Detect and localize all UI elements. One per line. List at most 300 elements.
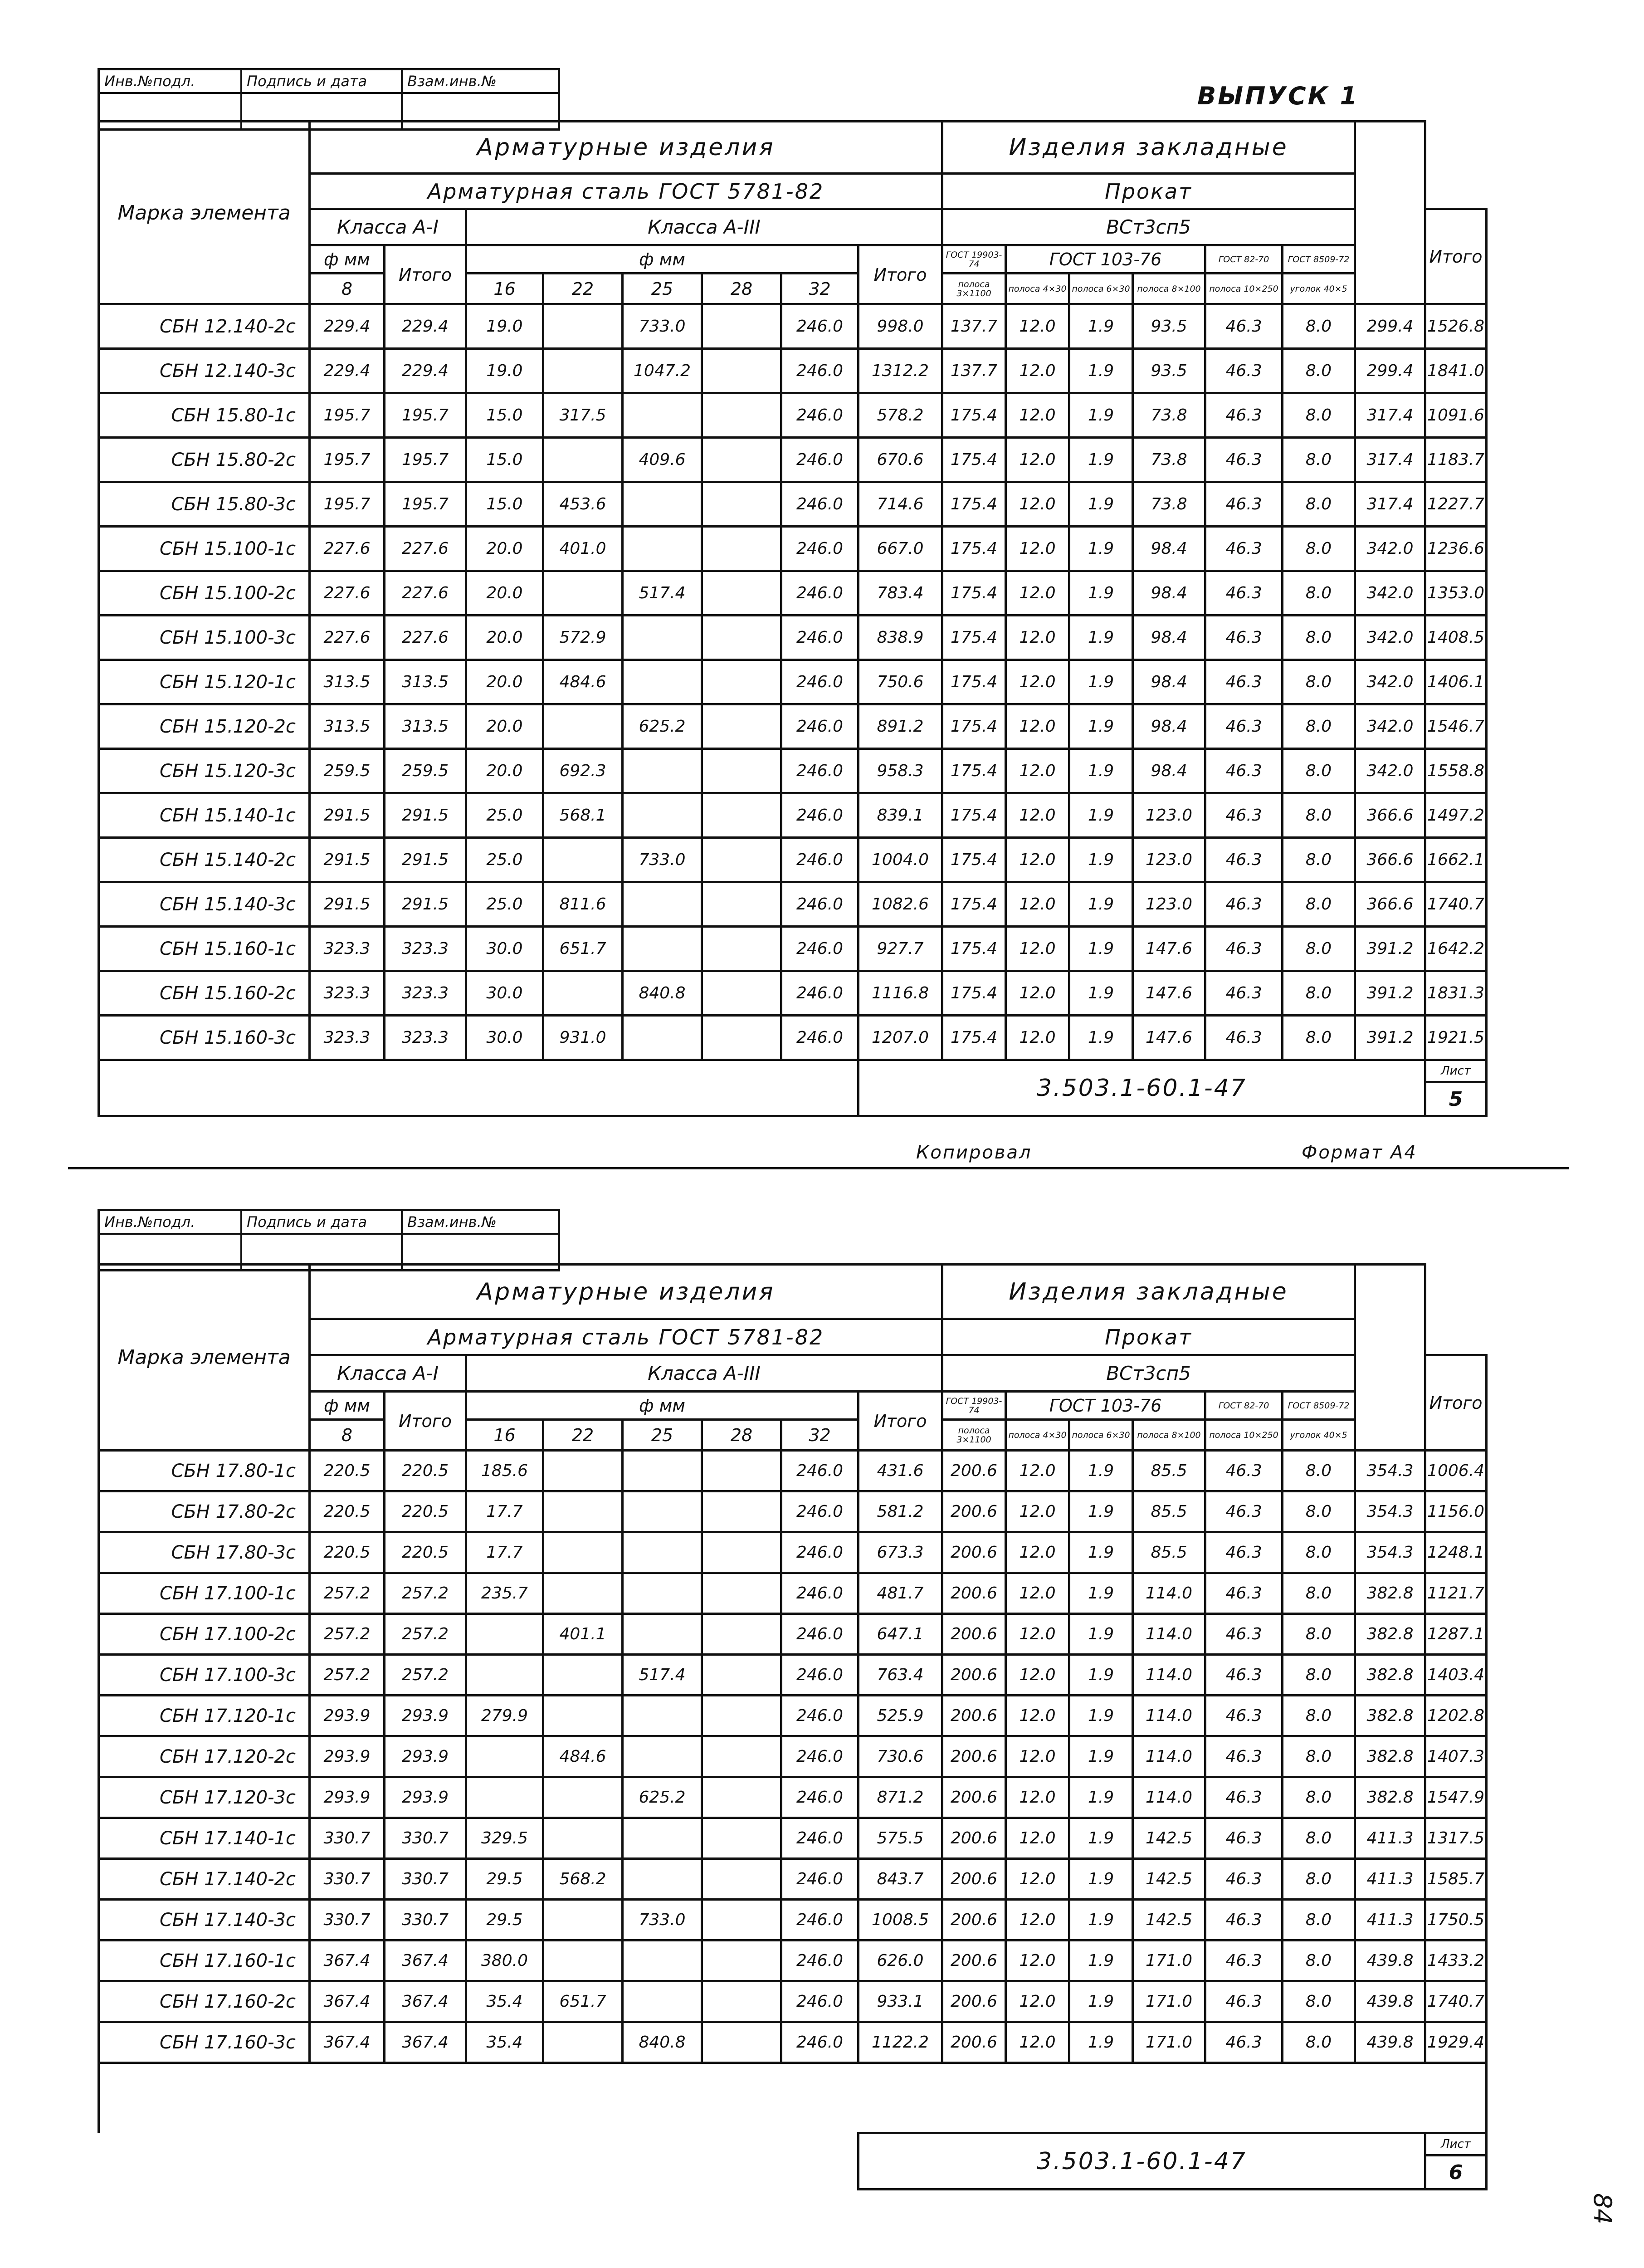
cell-all-kg: 1121.7 <box>1425 1573 1487 1614</box>
cell-aiii-d32: 246.0 <box>781 1777 859 1818</box>
cell-aiii-d22 <box>543 571 623 616</box>
embedded-header: Изделия закладные <box>942 1265 1355 1319</box>
cell-all-kg: 1403.4 <box>1425 1655 1487 1696</box>
d16-header: 16 <box>466 1420 543 1451</box>
cell-aiii-d28 <box>702 1696 781 1736</box>
cell-ai-d8: 291.5 <box>310 838 385 882</box>
cell-aiii-d16: 380.0 <box>466 1941 543 1981</box>
cell-strip-6x30: 1.9 <box>1069 1696 1133 1736</box>
cell-angle-40x5: 8.0 <box>1283 2022 1355 2063</box>
cell-strip-4x30: 12.0 <box>1006 1655 1069 1696</box>
cell-embedded-total: 439.8 <box>1355 1941 1425 1981</box>
cell-ai-total: 227.6 <box>385 527 466 571</box>
strip-4x30-header: полоса 4×30 <box>1006 1420 1069 1451</box>
cell-strip-10x250: 46.3 <box>1205 1941 1283 1981</box>
cell-aiii-d32: 246.0 <box>781 1451 859 1491</box>
cell-aiii-d32: 246.0 <box>781 793 859 838</box>
cell-aiii-d32: 246.0 <box>781 1736 859 1777</box>
cell-aiii-d32: 246.0 <box>781 1614 859 1655</box>
cell-strip-4x30: 12.0 <box>1006 1614 1069 1655</box>
cell-strip-3x1100: 200.6 <box>942 1491 1006 1532</box>
cell-embedded-total: 411.3 <box>1355 1859 1425 1900</box>
cell-strip-3x1100: 200.6 <box>942 1859 1006 1900</box>
cell-strip-4x30: 12.0 <box>1006 927 1069 971</box>
cell-strip-10x250: 46.3 <box>1205 1818 1283 1859</box>
cell-strip-4x30: 12.0 <box>1006 660 1069 704</box>
table-row <box>99 527 1487 571</box>
cell-ai-d8: 323.3 <box>310 1016 385 1060</box>
cell-aiii-d32: 246.0 <box>781 838 859 882</box>
itogo-aiii-header: Итого <box>859 1392 942 1451</box>
table-body <box>99 1451 1487 2063</box>
list-label: Лист <box>1425 2133 1487 2156</box>
cell-mark: СБН 12.140-2с <box>99 304 310 349</box>
cell-strip-10x250: 46.3 <box>1205 1491 1283 1532</box>
cell-strip-6x30: 1.9 <box>1069 1491 1133 1532</box>
cell-aiii-total: 783.4 <box>859 571 942 616</box>
cell-ai-total: 367.4 <box>385 1981 466 2022</box>
table-row <box>99 1532 1487 1573</box>
cell-aiii-d25: 733.0 <box>623 304 702 349</box>
cell-strip-6x30: 1.9 <box>1069 793 1133 838</box>
cell-aiii-d25 <box>623 660 702 704</box>
cell-strip-8x100: 142.5 <box>1133 1818 1205 1859</box>
cell-strip-4x30: 12.0 <box>1006 1777 1069 1818</box>
cell-embedded-total: 342.0 <box>1355 616 1425 660</box>
cell-aiii-d32: 246.0 <box>781 1491 859 1532</box>
cell-aiii-d22 <box>543 971 623 1016</box>
cell-strip-6x30: 1.9 <box>1069 349 1133 393</box>
cell-mark: СБН 17.80-2с <box>99 1491 310 1532</box>
cell-mark: СБН 15.80-2с <box>99 438 310 482</box>
cell-all-kg: 1740.7 <box>1425 1981 1487 2022</box>
cell-aiii-d28 <box>702 1981 781 2022</box>
sheet-number: 5 <box>1425 1082 1487 1116</box>
cell-strip-10x250: 46.3 <box>1205 482 1283 527</box>
cell-strip-8x100: 93.5 <box>1133 304 1205 349</box>
cell-aiii-d25 <box>623 1532 702 1573</box>
cell-aiii-d16 <box>466 1614 543 1655</box>
table-row <box>99 616 1487 660</box>
cell-angle-40x5: 8.0 <box>1283 1777 1355 1818</box>
cell-aiii-d25 <box>623 1696 702 1736</box>
cell-aiii-d16: 20.0 <box>466 616 543 660</box>
cell-strip-8x100: 114.0 <box>1133 1655 1205 1696</box>
cell-aiii-d22 <box>543 1491 623 1532</box>
cell-angle-40x5: 8.0 <box>1283 838 1355 882</box>
cell-strip-10x250: 46.3 <box>1205 838 1283 882</box>
cell-aiii-total: 714.6 <box>859 482 942 527</box>
diam-ai-header: ф мм <box>310 1392 385 1420</box>
cell-strip-6x30: 1.9 <box>1069 749 1133 793</box>
cell-aiii-d16: 15.0 <box>466 482 543 527</box>
cell-strip-4x30: 12.0 <box>1006 2022 1069 2063</box>
cell-aiii-d25: 733.0 <box>623 1900 702 1941</box>
cell-mark: СБН 12.140-3с <box>99 349 310 393</box>
cell-all-kg: 1353.0 <box>1425 571 1487 616</box>
table-row <box>99 1016 1487 1060</box>
cell-mark: СБН 17.120-1с <box>99 1696 310 1736</box>
cell-all-kg: 1546.7 <box>1425 704 1487 749</box>
cell-embedded-total: 299.4 <box>1355 349 1425 393</box>
cell-strip-3x1100: 175.4 <box>942 616 1006 660</box>
table-row <box>99 349 1487 393</box>
cell-aiii-d28 <box>702 1777 781 1818</box>
cell-ai-total: 220.5 <box>385 1451 466 1491</box>
cell-mark: СБН 15.120-2с <box>99 704 310 749</box>
cell-ai-d8: 257.2 <box>310 1655 385 1696</box>
cell-angle-40x5: 8.0 <box>1283 1981 1355 2022</box>
table-header <box>99 1265 1487 1451</box>
strip-3x1100-header: полоса 3×1100 <box>942 1420 1006 1451</box>
cell-embedded-total: 411.3 <box>1355 1900 1425 1941</box>
cell-ai-total: 291.5 <box>385 838 466 882</box>
cell-all-kg: 1407.3 <box>1425 1736 1487 1777</box>
cell-strip-4x30: 12.0 <box>1006 349 1069 393</box>
cell-strip-6x30: 1.9 <box>1069 971 1133 1016</box>
cell-strip-4x30: 12.0 <box>1006 1696 1069 1736</box>
cell-aiii-d22 <box>543 704 623 749</box>
cell-strip-8x100: 142.5 <box>1133 1859 1205 1900</box>
cell-aiii-d28 <box>702 1614 781 1655</box>
table-row <box>99 304 1487 349</box>
diam-aiii-header: ф мм <box>466 1392 859 1420</box>
cell-aiii-d22: 484.6 <box>543 660 623 704</box>
cell-strip-8x100: 98.4 <box>1133 660 1205 704</box>
cell-strip-10x250: 46.3 <box>1205 1532 1283 1573</box>
cell-strip-3x1100: 200.6 <box>942 1900 1006 1941</box>
cell-strip-6x30: 1.9 <box>1069 1777 1133 1818</box>
cell-aiii-d32: 246.0 <box>781 304 859 349</box>
cell-strip-10x250: 46.3 <box>1205 349 1283 393</box>
cell-angle-40x5: 8.0 <box>1283 1900 1355 1941</box>
cell-aiii-d28 <box>702 1818 781 1859</box>
cell-aiii-d22: 692.3 <box>543 749 623 793</box>
cell-aiii-d16: 17.7 <box>466 1532 543 1573</box>
cell-all-kg: 1558.8 <box>1425 749 1487 793</box>
cell-all-kg: 1091.6 <box>1425 393 1487 438</box>
cell-aiii-d25 <box>623 1016 702 1060</box>
cell-strip-10x250: 46.3 <box>1205 616 1283 660</box>
cell-aiii-d22: 401.1 <box>543 1614 623 1655</box>
cell-strip-4x30: 12.0 <box>1006 704 1069 749</box>
cell-embedded-total: 342.0 <box>1355 660 1425 704</box>
cell-aiii-d22: 401.0 <box>543 527 623 571</box>
stamp-inv-label: Инв.№подл. <box>100 70 242 92</box>
cell-aiii-d25: 625.2 <box>623 1777 702 1818</box>
embedded-header: Изделия закладные <box>942 122 1355 174</box>
table-row <box>99 749 1487 793</box>
cell-embedded-total: 317.4 <box>1355 482 1425 527</box>
cell-mark: СБН 15.80-1с <box>99 393 310 438</box>
strip-4x30-header: полоса 4×30 <box>1006 274 1069 304</box>
cell-strip-8x100: 147.6 <box>1133 1016 1205 1060</box>
cell-strip-8x100: 73.8 <box>1133 393 1205 438</box>
stamp-signature-label: Подпись и дата <box>242 1211 403 1233</box>
cell-strip-10x250: 46.3 <box>1205 1573 1283 1614</box>
cell-aiii-d28 <box>702 1736 781 1777</box>
stamp-replace-label: Взам.инв.№ <box>407 73 497 90</box>
cell-embedded-total: 411.3 <box>1355 1818 1425 1859</box>
cell-aiii-d22: 453.6 <box>543 482 623 527</box>
vst-header: ВСт3сп5 <box>942 209 1355 245</box>
cell-aiii-d32: 246.0 <box>781 571 859 616</box>
cell-strip-4x30: 12.0 <box>1006 1900 1069 1941</box>
cell-mark: СБН 17.100-3с <box>99 1655 310 1696</box>
cell-all-kg: 1236.6 <box>1425 527 1487 571</box>
cell-strip-8x100: 114.0 <box>1133 1614 1205 1655</box>
cell-aiii-d25 <box>623 793 702 838</box>
cell-aiii-d22 <box>543 2022 623 2063</box>
sheet-number: 6 <box>1425 2156 1487 2190</box>
cell-aiii-d28 <box>702 749 781 793</box>
cell-aiii-d32: 246.0 <box>781 660 859 704</box>
cell-aiii-total: 730.6 <box>859 1736 942 1777</box>
cell-aiii-d22: 568.1 <box>543 793 623 838</box>
table-row <box>99 1614 1487 1655</box>
cell-all-kg: 1547.9 <box>1425 1777 1487 1818</box>
cell-strip-8x100: 114.0 <box>1133 1696 1205 1736</box>
cell-strip-3x1100: 200.6 <box>942 1451 1006 1491</box>
cell-strip-6x30: 1.9 <box>1069 527 1133 571</box>
cell-ai-total: 229.4 <box>385 349 466 393</box>
cell-ai-total: 330.7 <box>385 1900 466 1941</box>
cell-aiii-d16: 20.0 <box>466 660 543 704</box>
cell-aiii-total: 578.2 <box>859 393 942 438</box>
cell-strip-8x100: 98.4 <box>1133 616 1205 660</box>
cell-strip-8x100: 114.0 <box>1133 1573 1205 1614</box>
cell-all-kg: 1740.7 <box>1425 882 1487 927</box>
table-row <box>99 1573 1487 1614</box>
cell-ai-total: 291.5 <box>385 882 466 927</box>
cell-aiii-d25 <box>623 1736 702 1777</box>
cell-angle-40x5: 8.0 <box>1283 1532 1355 1573</box>
spec-table-1 <box>98 120 1488 1117</box>
cell-aiii-d22 <box>543 1941 623 1981</box>
cell-strip-8x100: 98.4 <box>1133 571 1205 616</box>
cell-aiii-total: 871.2 <box>859 1777 942 1818</box>
cell-embedded-total: 382.8 <box>1355 1736 1425 1777</box>
cell-aiii-total: 431.6 <box>859 1451 942 1491</box>
cell-strip-6x30: 1.9 <box>1069 1655 1133 1696</box>
cell-aiii-d28 <box>702 882 781 927</box>
cell-strip-3x1100: 175.4 <box>942 971 1006 1016</box>
cell-aiii-d22 <box>543 438 623 482</box>
doc-code: 3.503.1-60.1-47 <box>859 2133 1425 2190</box>
cell-aiii-d28 <box>702 1451 781 1491</box>
spec-table-2 <box>98 1263 1488 2190</box>
cell-ai-d8: 229.4 <box>310 304 385 349</box>
cell-strip-10x250: 46.3 <box>1205 927 1283 971</box>
cell-strip-3x1100: 175.4 <box>942 838 1006 882</box>
cell-angle-40x5: 8.0 <box>1283 571 1355 616</box>
cell-all-kg: 1006.4 <box>1425 1451 1487 1491</box>
cell-aiii-total: 1207.0 <box>859 1016 942 1060</box>
cell-aiii-d32: 246.0 <box>781 1532 859 1573</box>
cell-aiii-total: 667.0 <box>859 527 942 571</box>
cell-ai-total: 227.6 <box>385 616 466 660</box>
cell-ai-total: 330.7 <box>385 1818 466 1859</box>
cell-mark: СБН 15.80-3с <box>99 482 310 527</box>
cell-aiii-d28 <box>702 704 781 749</box>
cell-aiii-d16: 17.7 <box>466 1491 543 1532</box>
cell-aiii-d16: 20.0 <box>466 749 543 793</box>
cell-all-kg: 1317.5 <box>1425 1818 1487 1859</box>
cell-angle-40x5: 8.0 <box>1283 749 1355 793</box>
cell-strip-10x250: 46.3 <box>1205 1900 1283 1941</box>
cell-aiii-d28 <box>702 349 781 393</box>
cell-aiii-d28 <box>702 1859 781 1900</box>
cell-aiii-d16: 20.0 <box>466 571 543 616</box>
gost-8509-header: ГОСТ 8509-72 <box>1283 1392 1355 1420</box>
cell-aiii-d22: 651.7 <box>543 1981 623 2022</box>
title-block <box>99 1060 1487 1116</box>
cell-mark: СБН 17.140-3с <box>99 1900 310 1941</box>
cell-aiii-total: 750.6 <box>859 660 942 704</box>
cell-all-kg: 1831.3 <box>1425 971 1487 1016</box>
cell-strip-8x100: 171.0 <box>1133 1941 1205 1981</box>
gost-103-header: ГОСТ 103-76 <box>1006 245 1205 274</box>
strip-3x1100-header: полоса 3×1100 <box>942 274 1006 304</box>
cell-strip-8x100: 123.0 <box>1133 793 1205 838</box>
cell-mark: СБН 15.160-1с <box>99 927 310 971</box>
cell-aiii-d32: 246.0 <box>781 1016 859 1060</box>
cell-mark: СБН 17.80-3с <box>99 1532 310 1573</box>
cell-strip-6x30: 1.9 <box>1069 882 1133 927</box>
cell-aiii-d28 <box>702 971 781 1016</box>
cell-strip-10x250: 46.3 <box>1205 1451 1283 1491</box>
cell-aiii-d32: 246.0 <box>781 1941 859 1981</box>
cell-aiii-total: 1122.2 <box>859 2022 942 2063</box>
page-number: 84 <box>1588 2193 1617 2224</box>
cell-strip-3x1100: 137.7 <box>942 349 1006 393</box>
cell-strip-8x100: 85.5 <box>1133 1532 1205 1573</box>
cell-aiii-d22: 811.6 <box>543 882 623 927</box>
cell-mark: СБН 17.140-1с <box>99 1818 310 1859</box>
cell-aiii-total: 1116.8 <box>859 971 942 1016</box>
cell-all-kg: 1287.1 <box>1425 1614 1487 1655</box>
table-row <box>99 704 1487 749</box>
table-row <box>99 2022 1487 2063</box>
cell-strip-3x1100: 200.6 <box>942 1777 1006 1818</box>
cell-strip-3x1100: 200.6 <box>942 1818 1006 1859</box>
cell-ai-d8: 330.7 <box>310 1818 385 1859</box>
cell-ai-total: 257.2 <box>385 1655 466 1696</box>
cell-ai-d8: 313.5 <box>310 660 385 704</box>
table-header <box>99 122 1487 304</box>
cell-all-kg: 1248.1 <box>1425 1532 1487 1573</box>
cell-strip-8x100: 98.4 <box>1133 704 1205 749</box>
cell-strip-6x30: 1.9 <box>1069 393 1133 438</box>
cell-strip-3x1100: 200.6 <box>942 1573 1006 1614</box>
cell-angle-40x5: 8.0 <box>1283 793 1355 838</box>
cell-strip-4x30: 12.0 <box>1006 971 1069 1016</box>
cell-aiii-d25: 625.2 <box>623 704 702 749</box>
d16-header: 16 <box>466 274 543 304</box>
cell-ai-d8: 220.5 <box>310 1532 385 1573</box>
cell-ai-d8: 229.4 <box>310 349 385 393</box>
cell-all-kg: 1921.5 <box>1425 1016 1487 1060</box>
cell-aiii-d28 <box>702 1016 781 1060</box>
cell-ai-total: 220.5 <box>385 1532 466 1573</box>
strip-10x250-header: полоса 10×250 <box>1205 274 1283 304</box>
cell-embedded-total: 342.0 <box>1355 704 1425 749</box>
cell-strip-3x1100: 175.4 <box>942 704 1006 749</box>
table-row <box>99 660 1487 704</box>
title-block <box>99 2063 1487 2190</box>
cell-strip-6x30: 1.9 <box>1069 1900 1133 1941</box>
diam-8-header: 8 <box>310 1420 385 1451</box>
cell-aiii-d28 <box>702 482 781 527</box>
sheet-divider <box>68 1167 1569 1169</box>
cell-angle-40x5: 8.0 <box>1283 927 1355 971</box>
class-ai-header: Класса А-I <box>310 209 466 245</box>
cell-all-kg: 1406.1 <box>1425 660 1487 704</box>
cell-strip-6x30: 1.9 <box>1069 1818 1133 1859</box>
cell-aiii-d16: 235.7 <box>466 1573 543 1614</box>
cell-ai-d8: 293.9 <box>310 1736 385 1777</box>
cell-all-kg: 1202.8 <box>1425 1696 1487 1736</box>
cell-embedded-total: 366.6 <box>1355 838 1425 882</box>
d28-header: 28 <box>702 1420 781 1451</box>
angle-40x5-header: уголок 40×5 <box>1283 1420 1355 1451</box>
cell-aiii-total: 626.0 <box>859 1941 942 1981</box>
cell-strip-4x30: 12.0 <box>1006 1981 1069 2022</box>
diam-aiii-header: ф мм <box>466 245 859 274</box>
cell-embedded-total: 439.8 <box>1355 2022 1425 2063</box>
cell-strip-4x30: 12.0 <box>1006 527 1069 571</box>
cell-aiii-d16: 20.0 <box>466 704 543 749</box>
cell-aiii-d16: 19.0 <box>466 349 543 393</box>
cell-strip-8x100: 171.0 <box>1133 2022 1205 2063</box>
cell-strip-10x250: 46.3 <box>1205 793 1283 838</box>
cell-aiii-d16: 15.0 <box>466 438 543 482</box>
cell-angle-40x5: 8.0 <box>1283 349 1355 393</box>
cell-aiii-d28 <box>702 1941 781 1981</box>
cell-aiii-total: 670.6 <box>859 438 942 482</box>
cell-strip-4x30: 12.0 <box>1006 438 1069 482</box>
cell-aiii-d32: 246.0 <box>781 393 859 438</box>
cell-aiii-d16: 35.4 <box>466 1981 543 2022</box>
cell-strip-3x1100: 200.6 <box>942 1696 1006 1736</box>
cell-aiii-d32: 246.0 <box>781 349 859 393</box>
cell-aiii-d25 <box>623 1818 702 1859</box>
itogo-aiii-header: Итого <box>859 245 942 304</box>
cell-strip-4x30: 12.0 <box>1006 749 1069 793</box>
cell-ai-d8: 227.6 <box>310 616 385 660</box>
table-row <box>99 971 1487 1016</box>
cell-aiii-d16: 185.6 <box>466 1451 543 1491</box>
steel-header: Арматурная сталь ГОСТ 5781-82 <box>310 174 942 209</box>
cell-strip-6x30: 1.9 <box>1069 1981 1133 2022</box>
cell-aiii-d16: 279.9 <box>466 1696 543 1736</box>
total-header: Итого <box>1425 209 1487 304</box>
cell-aiii-d22 <box>543 1900 623 1941</box>
cell-aiii-d28 <box>702 571 781 616</box>
cell-angle-40x5: 8.0 <box>1283 1736 1355 1777</box>
table-row <box>99 1451 1487 1491</box>
cell-angle-40x5: 8.0 <box>1283 304 1355 349</box>
cell-aiii-d22 <box>543 1696 623 1736</box>
table-row <box>99 393 1487 438</box>
cell-strip-3x1100: 200.6 <box>942 1941 1006 1981</box>
cell-mark: СБН 17.80-1с <box>99 1451 310 1491</box>
cell-angle-40x5: 8.0 <box>1283 660 1355 704</box>
cell-aiii-d25: 1047.2 <box>623 349 702 393</box>
cell-mark: СБН 17.140-2с <box>99 1859 310 1900</box>
cell-strip-3x1100: 175.4 <box>942 1016 1006 1060</box>
cell-ai-d8: 220.5 <box>310 1491 385 1532</box>
